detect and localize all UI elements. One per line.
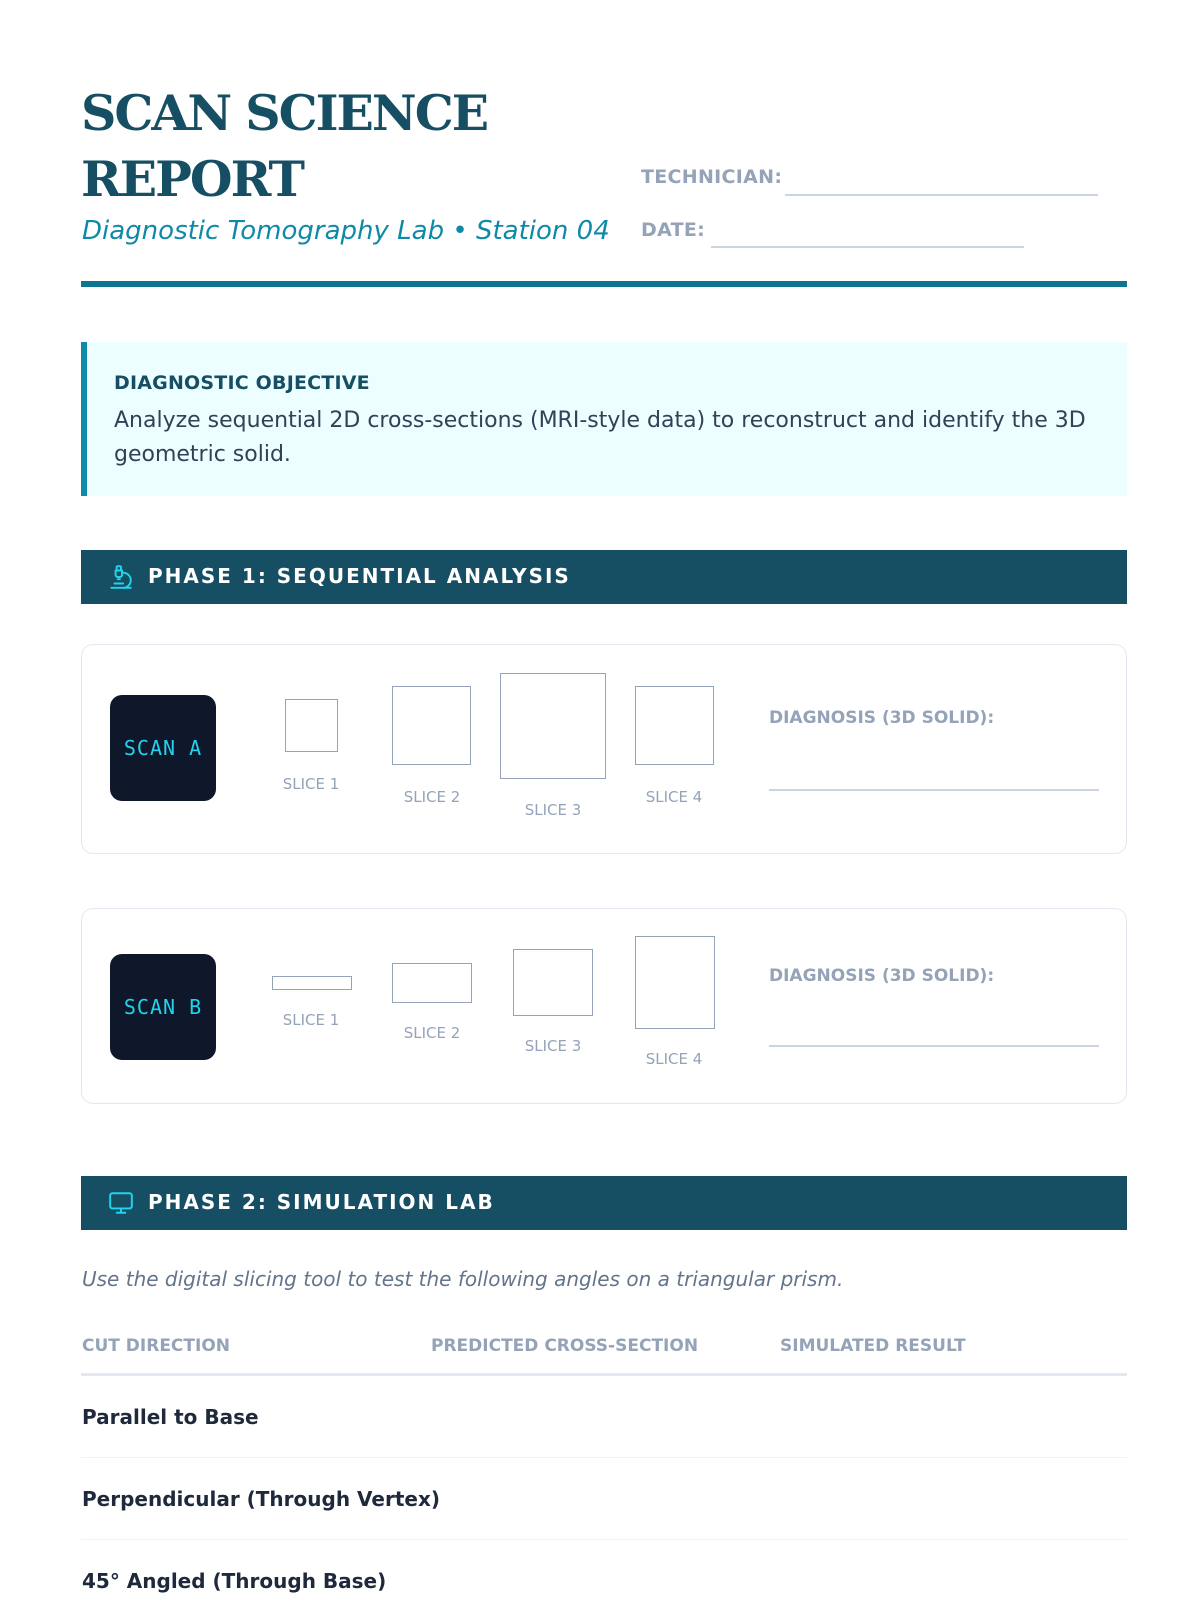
result-cell-input[interactable] <box>780 1395 1110 1439</box>
phase-2-header <box>81 1176 1127 1230</box>
date-field[interactable] <box>711 246 1024 248</box>
phase-1-label: PHASE 1: SEQUENTIAL ANALYSIS <box>148 564 571 588</box>
slice-2-label: SLICE 2 <box>403 788 461 806</box>
scan-badge: SCAN A <box>110 695 216 801</box>
table-row-cut: Parallel to Base <box>82 1405 259 1429</box>
table-row-divider <box>81 1539 1127 1540</box>
slice-4-label: SLICE 4 <box>645 788 703 806</box>
objective-callout <box>81 342 1127 496</box>
scan-card-a <box>81 644 1127 854</box>
diagnosis-answer-field[interactable] <box>769 1045 1099 1047</box>
microscope-icon <box>108 564 134 590</box>
report-subtitle: Diagnostic Tomography Lab • Station 04 <box>82 216 610 246</box>
scan-card-b <box>81 908 1127 1104</box>
phase-2-label: PHASE 2: SIMULATION LAB <box>148 1190 495 1214</box>
slice-1-label: SLICE 1 <box>282 1011 340 1029</box>
result-cell-input[interactable] <box>780 1477 1110 1521</box>
slice-2-shape <box>392 963 472 1003</box>
slice-3-label: SLICE 3 <box>524 1037 582 1055</box>
slice-4-shape <box>635 936 715 1029</box>
predicted-cell-input[interactable] <box>431 1395 761 1439</box>
predicted-cell-input[interactable] <box>431 1477 761 1521</box>
diagnosis-label: DIAGNOSIS (3D SOLID): <box>769 966 995 986</box>
report-title: SCAN SCIENCE REPORT <box>81 84 488 208</box>
slice-3-label: SLICE 3 <box>524 801 582 819</box>
slice-2-shape <box>392 686 471 765</box>
slice-1-shape <box>285 699 338 752</box>
scan-badge: SCAN B <box>110 954 216 1060</box>
objective-text: Analyze sequential 2D cross-sections (MRI-style data) to reconstruct and identify the 3D geometric solid. <box>114 408 1086 467</box>
column-header-result: SIMULATED RESULT <box>780 1336 966 1356</box>
monitor-icon <box>108 1190 134 1216</box>
header-divider <box>81 281 1127 287</box>
column-header-cut-direction: CUT DIRECTION <box>82 1336 231 1356</box>
slice-4-label: SLICE 4 <box>645 1050 703 1068</box>
table-header-divider <box>81 1373 1127 1376</box>
date-label: DATE: <box>641 219 706 241</box>
table-row-cut: 45° Angled (Through Base) <box>82 1569 387 1593</box>
diagnosis-answer-field[interactable] <box>769 789 1099 791</box>
result-cell-input[interactable] <box>780 1560 1110 1600</box>
technician-label: TECHNICIAN: <box>641 166 783 188</box>
table-row-cut: Perpendicular (Through Vertex) <box>82 1487 441 1511</box>
slice-4-shape <box>635 686 714 765</box>
table-row-divider <box>81 1457 1127 1458</box>
phase-1-header <box>81 550 1127 604</box>
slice-1-shape <box>272 976 352 990</box>
slice-2-label: SLICE 2 <box>403 1024 461 1042</box>
technician-field[interactable] <box>785 194 1098 196</box>
slice-3-shape <box>500 673 606 779</box>
objective-title: DIAGNOSTIC OBJECTIVE <box>114 372 370 394</box>
phase-2-instruction: Use the digital slicing tool to test the following angles on a triangular prism. <box>82 1267 844 1291</box>
slice-3-shape <box>513 949 593 1016</box>
column-header-predicted: PREDICTED CROSS-SECTION <box>431 1336 699 1356</box>
slice-1-label: SLICE 1 <box>282 775 340 793</box>
predicted-cell-input[interactable] <box>431 1560 761 1600</box>
diagnosis-label: DIAGNOSIS (3D SOLID): <box>769 708 995 728</box>
